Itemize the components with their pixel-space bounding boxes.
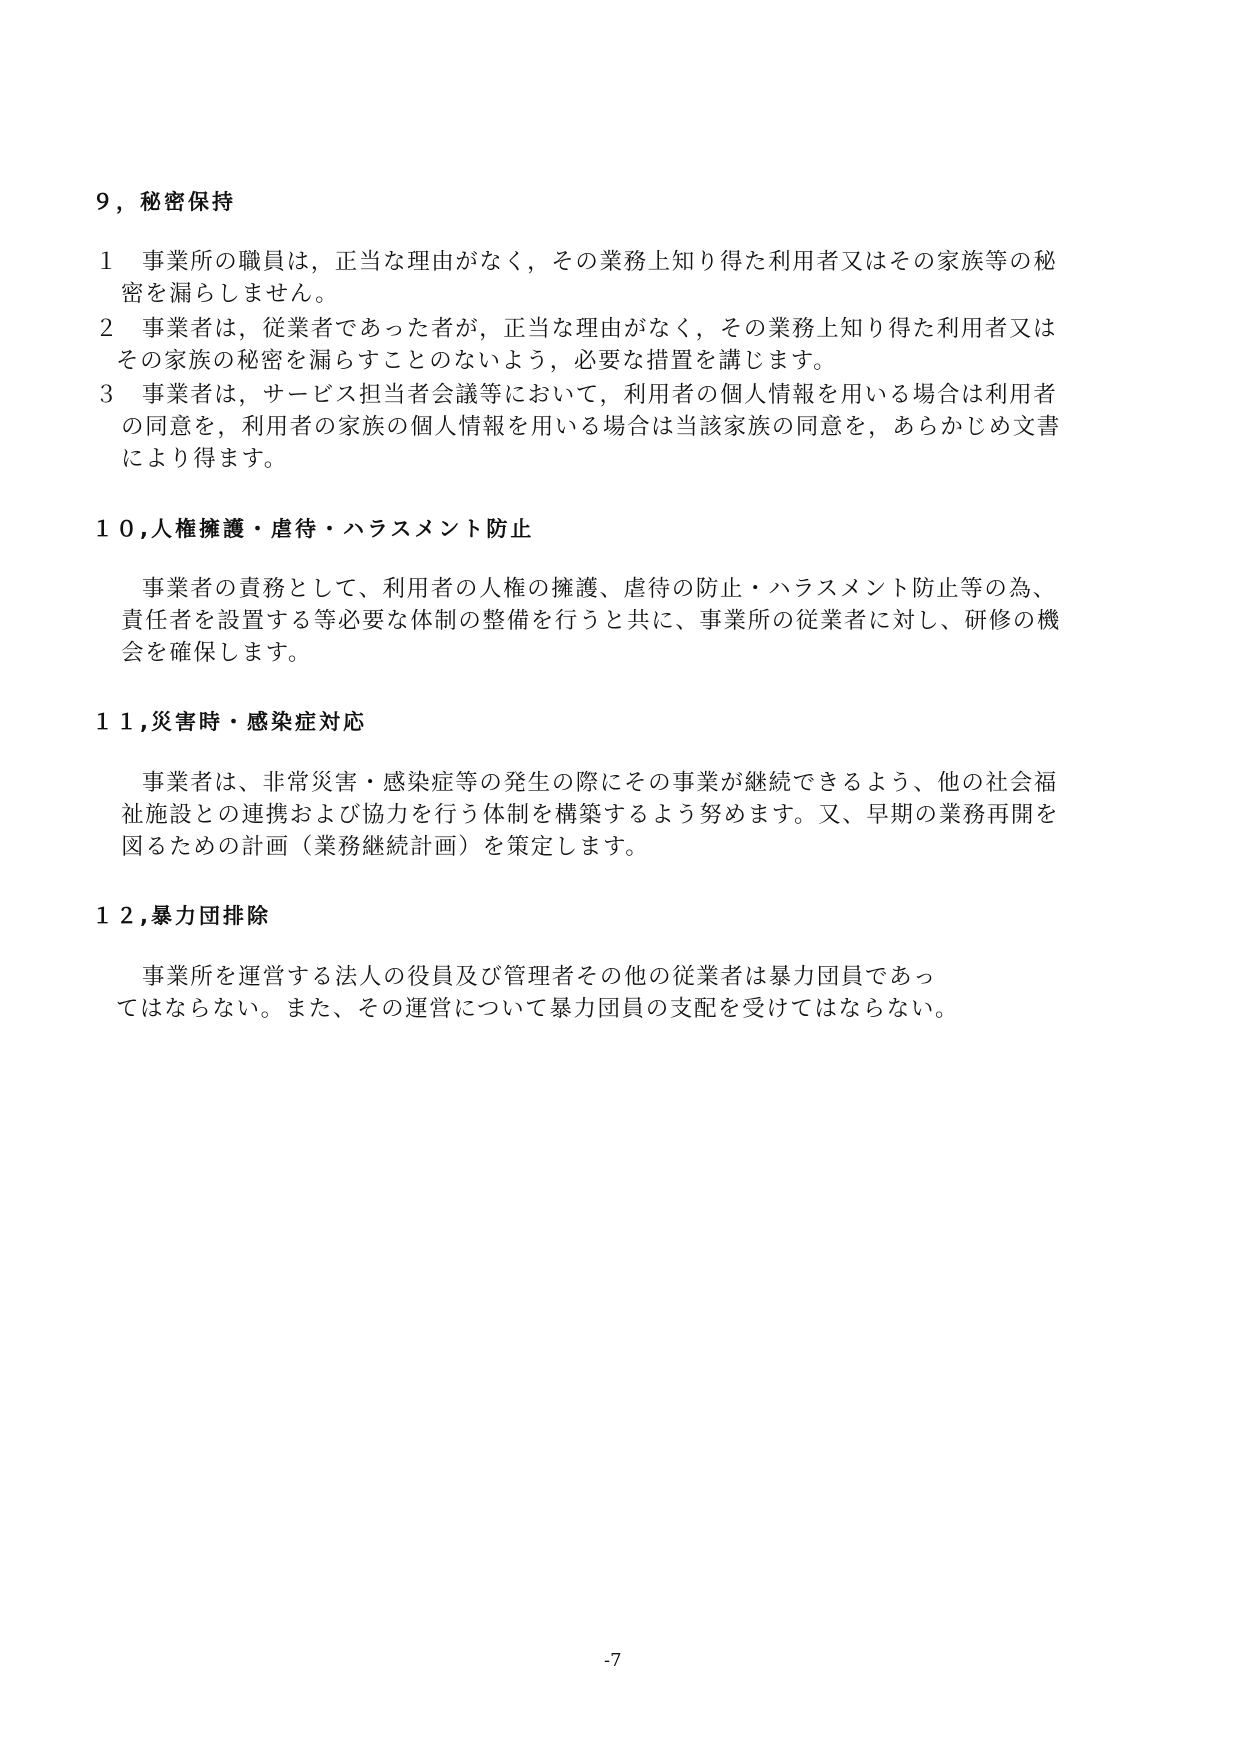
paragraph-line: 祉施設との連携および協力を行う体制を構築するよう努めます。又、早期の業務再開を: [121, 802, 1060, 828]
paragraph-line: 事業所の職員は，正当な理由がなく，その業務上知り得た利用者又はその家族等の秘: [142, 249, 1058, 275]
paragraph-line: 会を確保します。: [121, 640, 313, 666]
item-number: ２: [95, 316, 118, 342]
paragraph-line: 事業者は，サービス担当者会議等において，利用者の個人情報を用いる場合は利用者: [142, 382, 1058, 408]
item-number: ３: [95, 382, 118, 408]
paragraph-line: 密を漏らしません。: [121, 281, 340, 307]
paragraph-line: 図るための計画（業務継続計画）を策定します。: [121, 834, 650, 860]
paragraph-line: 事業者は、非常災害・感染症等の発生の際にその事業が継続できるよう、他の社会福: [142, 770, 1058, 796]
paragraph-line: の同意を，利用者の家族の個人情報を用いる場合は当該家族の同意を，あらかじめ文書: [121, 414, 1061, 440]
paragraph-line: 事業者は，従業者であった者が，正当な理由がなく，その業務上知り得た利用者又は: [142, 316, 1058, 342]
section-heading-human-rights: １０,人権擁護・虐待・ハラスメント防止: [92, 517, 535, 541]
paragraph-line: により得ます。: [121, 446, 288, 472]
item-number: １: [95, 249, 118, 275]
paragraph-line: てはならない。また、その運営について暴力団員の支配を受けてはならない。: [116, 996, 960, 1022]
section-heading-confidentiality: ９，秘密保持: [92, 190, 236, 214]
page-number: -7: [604, 1650, 622, 1671]
section-heading-disaster: １１,災害時・感染症対応: [92, 710, 367, 734]
paragraph-line: その家族の秘密を漏らすことのないよう，必要な措置を講じます。: [116, 348, 838, 374]
paragraph-line: 事業所を運営する法人の役員及び管理者その他の従業者は暴力団員であっ: [142, 964, 938, 990]
section-heading-antisocial: １２,暴力団排除: [92, 904, 271, 928]
paragraph-line: 事業者の責務として、利用者の人権の擁護、虐待の防止・ハラスメント防止等の為、: [142, 576, 1057, 602]
paragraph-line: 責任者を設置する等必要な体制の整備を行うと共に、事業所の従業者に対し、研修の機: [121, 608, 1061, 634]
